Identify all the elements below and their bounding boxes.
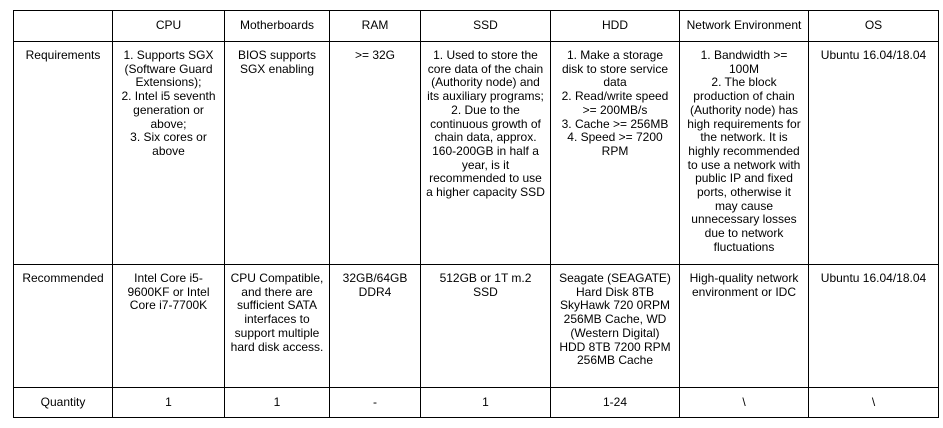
cell-line: 4. Speed >= 7200 RPM <box>567 130 663 158</box>
header-network-environment: Network Environment <box>680 11 809 42</box>
header-hdd: HDD <box>551 11 680 42</box>
cell-line: 32GB/64GB DDR4 <box>342 271 408 299</box>
cell-recommended-ram <box>330 265 421 388</box>
requirements-table <box>13 10 939 418</box>
cell-recommended-os <box>809 265 939 388</box>
row-label-recommended: Recommended <box>14 265 113 388</box>
cell-line: 2. Read/write speed >= 200MB/s <box>561 89 669 117</box>
cell-line: 2. The block production of chain (Authority node) has high requirements for the network. It is highly recommended to use a network with public IP and fixed ports, otherwise it may cause unnecessary losses due to network fluctuations <box>687 75 801 254</box>
cell-line: Ubuntu 16.04/18.04 <box>820 48 927 62</box>
row-label-requirements: Requirements <box>14 42 113 265</box>
row-label-quantity: Quantity <box>14 388 113 418</box>
cell-line: Ubuntu 16.04/18.04 <box>820 271 927 285</box>
cell-line: CPU Compatible, and there are sufficient SATA interfaces to support multiple hard disk access. <box>230 271 324 354</box>
cell-requirements-network <box>680 42 809 265</box>
cell-quantity-ram: - <box>330 388 421 418</box>
cell-line: 512GB or 1T m.2 SSD <box>439 271 532 299</box>
cell-recommended-ssd <box>421 265 551 388</box>
header-motherboards: Motherboards <box>225 11 330 42</box>
cell-line: Seagate (SEAGATE) Hard Disk 8TB SkyHawk 720 0RPM 256MB Cache, WD (Western Digital) HDD 8TB 7200 RPM 256MB Cache <box>559 271 671 368</box>
cell-line: High-quality network environment or IDC <box>689 271 799 299</box>
cell-recommended-motherboards <box>225 265 330 388</box>
cell-line: 3. Six cores or above <box>130 130 207 158</box>
cell-quantity-cpu: 1 <box>113 388 225 418</box>
cell-requirements-os <box>809 42 939 265</box>
cell-line: BIOS supports SGX enabling <box>237 48 317 76</box>
cell-quantity-motherboards: 1 <box>225 388 330 418</box>
table-row-recommended <box>14 265 939 388</box>
header-os: OS <box>809 11 939 42</box>
table-row-requirements <box>14 42 939 265</box>
cell-line: 1. Make a storage disk to store service data <box>561 48 669 90</box>
cell-requirements-motherboards <box>225 42 330 265</box>
cell-line: 1. Used to store the core data of the chain (Authority node) and its auxiliary programs; <box>427 48 544 104</box>
cell-line: 2. Due to the continuous growth of chain data, approx. 160-200GB in half a year, is it recommended to use a higher capacity SSD <box>426 102 545 200</box>
header-corner <box>14 11 113 42</box>
cell-line: 1. Bandwidth >= 100M <box>700 48 788 76</box>
cell-quantity-hdd: 1-24 <box>551 388 680 418</box>
header-row <box>14 11 939 42</box>
cell-requirements-cpu <box>113 42 225 265</box>
cell-recommended-network <box>680 265 809 388</box>
table-row-quantity <box>14 388 939 418</box>
header-ssd: SSD <box>421 11 551 42</box>
cell-recommended-cpu <box>113 265 225 388</box>
cell-line: Intel Core i5-9600KF or Intel Core i7-7700K <box>127 271 210 313</box>
cell-requirements-hdd <box>551 42 680 265</box>
cell-line: 3. Cache >= 256MB <box>561 116 669 131</box>
cell-quantity-ssd: 1 <box>421 388 551 418</box>
cell-quantity-network: \ <box>680 388 809 418</box>
header-cpu: CPU <box>113 11 225 42</box>
cell-requirements-ssd <box>421 42 551 265</box>
cell-line: >= 32G <box>354 48 396 62</box>
cell-line: 2. Intel i5 seventh generation or above; <box>121 89 216 131</box>
cell-line: 1. Supports SGX (Software Guard Extensions); <box>123 48 214 90</box>
header-ram: RAM <box>330 11 421 42</box>
cell-recommended-hdd <box>551 265 680 388</box>
cell-requirements-ram <box>330 42 421 265</box>
cell-quantity-os: \ <box>809 388 939 418</box>
